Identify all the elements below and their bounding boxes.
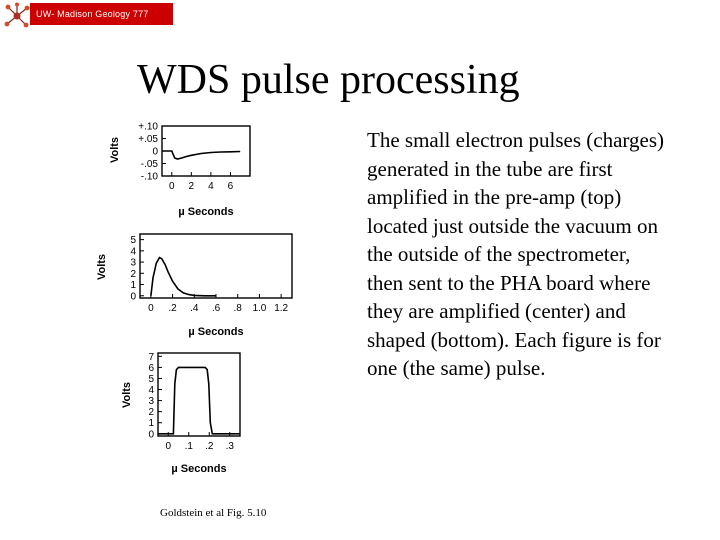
- y-tick-label: 2: [148, 407, 154, 419]
- series-line: [162, 151, 240, 159]
- x-tick-label: 1.0: [252, 303, 267, 314]
- y-tick-label: +.10: [138, 121, 158, 133]
- x-tick-label: .2: [205, 441, 214, 452]
- x-tick-label: 6: [227, 181, 234, 192]
- x-axis-label: µ Seconds: [188, 326, 244, 338]
- x-tick-label: .1: [184, 441, 193, 452]
- y-tick-label: 5: [130, 235, 136, 247]
- plot-frame: [158, 353, 240, 436]
- page-title: WDS pulse processing: [137, 57, 520, 103]
- y-tick-label: 6: [148, 362, 154, 374]
- y-tick-label: 3: [148, 396, 154, 408]
- chart-panel-2: [96, 234, 292, 338]
- y-tick-label: 1: [148, 418, 154, 430]
- figure-caption: Goldstein et al Fig. 5.10: [160, 507, 267, 519]
- y-tick-label: +.05: [138, 134, 158, 145]
- y-axis-label: Volts: [121, 381, 133, 409]
- y-tick-label: 0: [130, 291, 136, 303]
- y-tick-label: 5: [148, 373, 154, 385]
- y-tick-label: 4: [148, 385, 154, 397]
- series-line: [151, 258, 216, 296]
- y-tick-label: 0: [152, 146, 158, 158]
- x-axis-label: µ Seconds: [171, 463, 227, 475]
- x-tick-label: 4: [208, 181, 214, 192]
- x-tick-label: 0: [148, 303, 154, 314]
- y-tick-label: 4: [130, 246, 136, 258]
- course-header: UW- Madison Geology 777: [30, 3, 173, 25]
- y-tick-label: -.10: [140, 171, 158, 183]
- x-tick-label: .3: [225, 441, 234, 452]
- x-tick-label: .4: [190, 303, 199, 314]
- body-paragraph: The small electron pulses (charges) generated in the tube are first amplified in the pre-amp (top) located just outside the vacuum on the outside of the spectrometer, then sent to the PHA board where they are amplified (center) and shaped (bottom). Each figure is for one (the same) pulse.: [367, 128, 665, 380]
- x-tick-label: 1.2: [274, 303, 289, 314]
- y-tick-label: 7: [148, 351, 154, 363]
- y-tick-label: 1: [130, 280, 136, 292]
- series-line: [158, 367, 240, 433]
- x-tick-label: .6: [211, 303, 221, 314]
- x-axis-label: µ Seconds: [178, 206, 234, 218]
- y-axis-label: Volts: [109, 136, 121, 164]
- chart-panel-1: [109, 122, 250, 219]
- chart-panel-3: [121, 352, 240, 475]
- y-axis-label: Volts: [96, 253, 108, 281]
- x-tick-label: 2: [188, 181, 195, 192]
- x-tick-label: .8: [233, 303, 242, 314]
- x-tick-label: 0: [168, 181, 175, 192]
- y-tick-label: 2: [130, 268, 136, 280]
- y-tick-label: -.05: [140, 159, 158, 170]
- y-tick-label: 3: [130, 257, 136, 269]
- x-tick-label: 0: [165, 441, 172, 452]
- x-tick-label: .2: [168, 303, 177, 314]
- y-tick-label: 0: [148, 429, 154, 441]
- plot-frame: [140, 234, 292, 298]
